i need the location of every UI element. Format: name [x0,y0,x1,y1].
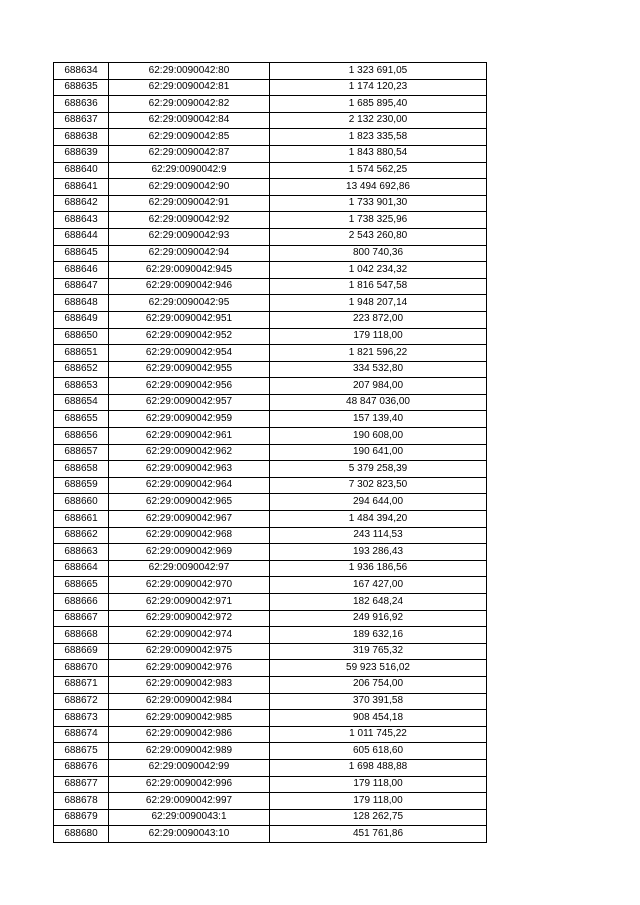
value-cell: 1 843 880,54 [270,145,487,162]
table-row [54,610,487,627]
table-row [54,494,487,511]
cadastral-number-cell: 62:29:0090042:967 [109,511,270,528]
table-row [54,461,487,478]
value-cell: 223 872,00 [270,311,487,328]
value-cell: 1 174 120,23 [270,79,487,96]
cadastral-number-cell: 62:29:0090042:985 [109,710,270,727]
row-number-cell: 688652 [54,361,109,378]
cadastral-number-cell: 62:29:0090042:91 [109,195,270,212]
row-number-cell: 688658 [54,461,109,478]
row-number-cell: 688669 [54,643,109,660]
cadastral-number-cell: 62:29:0090042:984 [109,693,270,710]
value-cell: 179 118,00 [270,776,487,793]
cadastral-number-cell: 62:29:0090042:85 [109,129,270,146]
table-row [54,145,487,162]
table-row [54,411,487,428]
cadastral-number-cell: 62:29:0090043:1 [109,809,270,826]
table-row [54,79,487,96]
table-row [54,179,487,196]
table-row [54,444,487,461]
row-number-cell: 688680 [54,826,109,843]
cadastral-number-cell: 62:29:0090042:82 [109,96,270,113]
cadastral-number-cell: 62:29:0090042:951 [109,311,270,328]
cadastral-number-cell: 62:29:0090042:957 [109,394,270,411]
row-number-cell: 688647 [54,278,109,295]
row-number-cell: 688659 [54,477,109,494]
table-row [54,759,487,776]
cadastral-number-cell: 62:29:0090042:974 [109,627,270,644]
cadastral-number-cell: 62:29:0090042:968 [109,527,270,544]
value-cell: 2 543 260,80 [270,228,487,245]
table-body [54,63,487,843]
cadastral-number-cell: 62:29:0090043:10 [109,826,270,843]
table-row [54,63,487,80]
table-row [54,262,487,279]
row-number-cell: 688644 [54,228,109,245]
cadastral-number-cell: 62:29:0090042:87 [109,145,270,162]
table-row [54,212,487,229]
cadastral-number-cell: 62:29:0090042:989 [109,743,270,760]
value-cell: 157 139,40 [270,411,487,428]
cadastral-number-cell: 62:29:0090042:970 [109,577,270,594]
row-number-cell: 688675 [54,743,109,760]
row-number-cell: 688668 [54,627,109,644]
value-cell: 294 644,00 [270,494,487,511]
row-number-cell: 688640 [54,162,109,179]
table-row [54,361,487,378]
table-row [54,544,487,561]
cadastral-number-cell: 62:29:0090042:92 [109,212,270,229]
cadastral-number-cell: 62:29:0090042:972 [109,610,270,627]
cadastral-number-cell: 62:29:0090042:94 [109,245,270,262]
cadastral-number-cell: 62:29:0090042:99 [109,759,270,776]
row-number-cell: 688663 [54,544,109,561]
table-row [54,311,487,328]
table-row [54,295,487,312]
row-number-cell: 688645 [54,245,109,262]
table-row [54,560,487,577]
row-number-cell: 688671 [54,676,109,693]
value-cell: 179 118,00 [270,328,487,345]
row-number-cell: 688653 [54,378,109,395]
row-number-cell: 688676 [54,759,109,776]
cadastral-number-cell: 62:29:0090042:983 [109,676,270,693]
cadastral-number-cell: 62:29:0090042:962 [109,444,270,461]
cadastral-number-cell: 62:29:0090042:955 [109,361,270,378]
row-number-cell: 688638 [54,129,109,146]
table-row [54,378,487,395]
row-number-cell: 688637 [54,112,109,129]
row-number-cell: 688664 [54,560,109,577]
table-row [54,577,487,594]
table-row [54,112,487,129]
value-cell: 319 765,32 [270,643,487,660]
row-number-cell: 688651 [54,345,109,362]
table-row [54,627,487,644]
cadastral-number-cell: 62:29:0090042:997 [109,793,270,810]
value-cell: 190 641,00 [270,444,487,461]
value-cell: 206 754,00 [270,676,487,693]
row-number-cell: 688677 [54,776,109,793]
cadastral-number-cell: 62:29:0090042:961 [109,428,270,445]
table-row [54,693,487,710]
row-number-cell: 688643 [54,212,109,229]
table-row [54,477,487,494]
row-number-cell: 688642 [54,195,109,212]
table-row [54,660,487,677]
cadastral-number-cell: 62:29:0090042:996 [109,776,270,793]
cadastral-number-cell: 62:29:0090042:971 [109,594,270,611]
table-row [54,594,487,611]
table-row [54,228,487,245]
row-number-cell: 688639 [54,145,109,162]
value-cell: 243 114,53 [270,527,487,544]
cadastral-number-cell: 62:29:0090042:954 [109,345,270,362]
row-number-cell: 688657 [54,444,109,461]
table-row [54,278,487,295]
row-number-cell: 688649 [54,311,109,328]
table-row [54,743,487,760]
table-row [54,826,487,843]
value-cell: 908 454,18 [270,710,487,727]
cadastral-number-cell: 62:29:0090042:84 [109,112,270,129]
row-number-cell: 688667 [54,610,109,627]
value-cell: 182 648,24 [270,594,487,611]
cadastral-number-cell: 62:29:0090042:965 [109,494,270,511]
cadastral-number-cell: 62:29:0090042:81 [109,79,270,96]
value-cell: 1 733 901,30 [270,195,487,212]
row-number-cell: 688654 [54,394,109,411]
row-number-cell: 688672 [54,693,109,710]
value-cell: 1 685 895,40 [270,96,487,113]
value-cell: 2 132 230,00 [270,112,487,129]
cadastral-number-cell: 62:29:0090042:946 [109,278,270,295]
row-number-cell: 688679 [54,809,109,826]
table-row [54,726,487,743]
value-cell: 1 948 207,14 [270,295,487,312]
value-cell: 1 936 186,56 [270,560,487,577]
cadastral-number-cell: 62:29:0090042:975 [109,643,270,660]
row-number-cell: 688660 [54,494,109,511]
value-cell: 207 984,00 [270,378,487,395]
cadastral-number-cell: 62:29:0090042:95 [109,295,270,312]
table-row [54,710,487,727]
cadastral-number-cell: 62:29:0090042:963 [109,461,270,478]
row-number-cell: 688646 [54,262,109,279]
table-row [54,328,487,345]
value-cell: 451 761,86 [270,826,487,843]
value-cell: 1 042 234,32 [270,262,487,279]
value-cell: 1 738 325,96 [270,212,487,229]
cadastral-number-cell: 62:29:0090042:945 [109,262,270,279]
value-cell: 128 262,75 [270,809,487,826]
table-row [54,676,487,693]
value-cell: 48 847 036,00 [270,394,487,411]
value-cell: 1 698 488,88 [270,759,487,776]
cadastral-number-cell: 62:29:0090042:956 [109,378,270,395]
cadastral-number-cell: 62:29:0090042:80 [109,63,270,80]
row-number-cell: 688678 [54,793,109,810]
value-cell: 1 484 394,20 [270,511,487,528]
value-cell: 334 532,80 [270,361,487,378]
value-cell: 179 118,00 [270,793,487,810]
table-row [54,428,487,445]
value-cell: 7 302 823,50 [270,477,487,494]
cadastral-number-cell: 62:29:0090042:9 [109,162,270,179]
row-number-cell: 688665 [54,577,109,594]
table-row [54,809,487,826]
row-number-cell: 688673 [54,710,109,727]
table-row [54,345,487,362]
cadastral-number-cell: 62:29:0090042:976 [109,660,270,677]
cadastral-number-cell: 62:29:0090042:964 [109,477,270,494]
row-number-cell: 688636 [54,96,109,113]
row-number-cell: 688634 [54,63,109,80]
row-number-cell: 688650 [54,328,109,345]
row-number-cell: 688674 [54,726,109,743]
value-cell: 249 916,92 [270,610,487,627]
row-number-cell: 688661 [54,511,109,528]
value-cell: 59 923 516,02 [270,660,487,677]
value-cell: 1 323 691,05 [270,63,487,80]
value-cell: 1 574 562,25 [270,162,487,179]
row-number-cell: 688662 [54,527,109,544]
value-cell: 1 823 335,58 [270,129,487,146]
cadastral-value-table [53,62,487,843]
table-row [54,96,487,113]
value-cell: 193 286,43 [270,544,487,561]
value-cell: 605 618,60 [270,743,487,760]
value-cell: 800 740,36 [270,245,487,262]
row-number-cell: 688641 [54,179,109,196]
row-number-cell: 688656 [54,428,109,445]
row-number-cell: 688655 [54,411,109,428]
row-number-cell: 688670 [54,660,109,677]
table-row [54,793,487,810]
value-cell: 167 427,00 [270,577,487,594]
cadastral-number-cell: 62:29:0090042:986 [109,726,270,743]
table-row [54,394,487,411]
value-cell: 5 379 258,39 [270,461,487,478]
row-number-cell: 688648 [54,295,109,312]
value-cell: 1 821 596,22 [270,345,487,362]
row-number-cell: 688635 [54,79,109,96]
table-row [54,245,487,262]
value-cell: 13 494 692,86 [270,179,487,196]
table-row [54,776,487,793]
cadastral-number-cell: 62:29:0090042:90 [109,179,270,196]
table-row [54,527,487,544]
table-row [54,129,487,146]
cadastral-number-cell: 62:29:0090042:93 [109,228,270,245]
row-number-cell: 688666 [54,594,109,611]
value-cell: 1 011 745,22 [270,726,487,743]
cadastral-number-cell: 62:29:0090042:959 [109,411,270,428]
cadastral-number-cell: 62:29:0090042:969 [109,544,270,561]
value-cell: 190 608,00 [270,428,487,445]
cadastral-number-cell: 62:29:0090042:952 [109,328,270,345]
table-row [54,511,487,528]
value-cell: 1 816 547,58 [270,278,487,295]
table-row [54,195,487,212]
cadastral-number-cell: 62:29:0090042:97 [109,560,270,577]
table-row [54,162,487,179]
table-row [54,643,487,660]
value-cell: 370 391,58 [270,693,487,710]
value-cell: 189 632,16 [270,627,487,644]
